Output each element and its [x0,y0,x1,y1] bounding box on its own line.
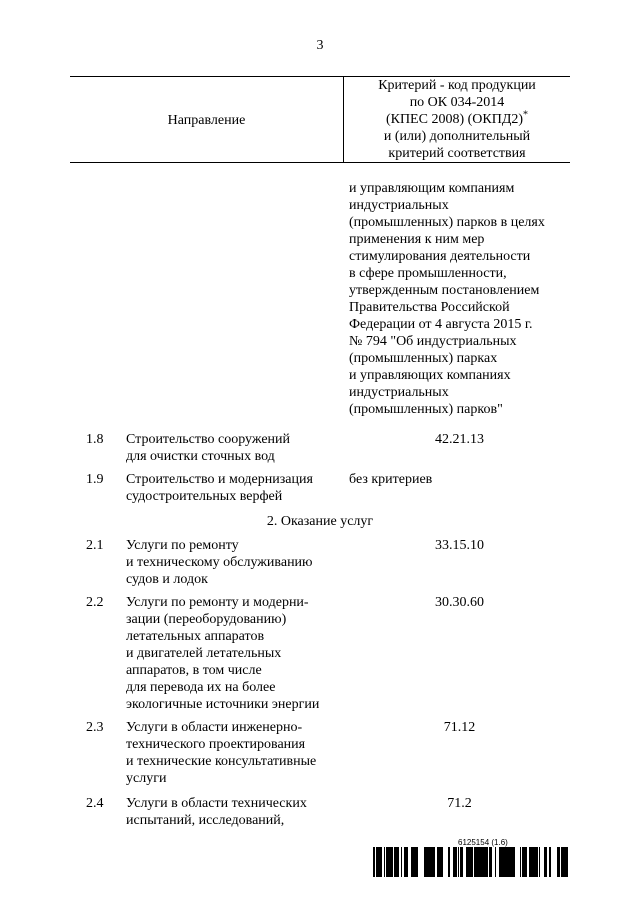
continuation-line: и управляющим компаниям [349,181,515,196]
continuation-line: (промышленных) парках [349,351,498,366]
row-criterion: 71.2 [447,796,472,811]
header-criterion-line: критерий соответствия [388,146,526,161]
row-criterion: 30.30.60 [435,595,484,610]
barcode [372,847,568,877]
header-criterion-line: по ОК 034-2014 [409,95,505,110]
header-criterion-line: (КПЕС 2008) (ОКПД2)* [385,109,529,127]
row-direction: Строительство сооружений для очистки сточных вод [126,432,291,464]
continuation-line: Федерации от 4 августа 2015 г. [349,317,533,332]
continuation-line: стимулирования деятельности [349,249,531,264]
continuation-line: индустриальных [349,385,449,400]
row-number: 2.1 [86,538,104,553]
continuation-line: (промышленных) парков" [349,402,503,417]
footnote-asterisk: * [523,109,529,121]
continuation-line: в сфере промышленности, [349,266,507,281]
continuation-line: и управляющих компаниях [349,368,511,383]
header-criterion-line: и (или) дополнительный [383,129,531,144]
row-criterion: без критериев [349,472,433,487]
row-direction: Строительство и модернизация судостроительных верфей [126,472,313,504]
row-number: 2.2 [86,595,104,610]
continuation-line: (промышленных) парков в целях [349,215,545,230]
continuation-line: применения к ним мер [349,232,485,247]
row-direction: Услуги по ремонту и модерни- зации (переоборудованию) летательных аппаратов и двигателей летательных аппаратов, в том числе для перевода их на более экологичные источники энергии [126,595,320,712]
row-number: 2.3 [86,720,104,735]
continuation-line: Правительства Российской [349,300,510,315]
continuation-criterion [349,180,574,418]
row-direction: Услуги по ремонту и техническому обслуживанию судов и лодок [126,538,313,587]
continuation-line: индустриальных [349,198,449,213]
header-criterion [344,77,570,162]
header-bottom-rule [70,162,570,163]
barcode-label: 6125154 (1.6) [458,838,508,847]
row-criterion: 33.15.10 [435,538,484,553]
row-number: 1.8 [86,432,104,447]
header-direction: Направление [167,113,246,128]
row-direction: Услуги в области инженерно- технического проектирования и технические консультативные услуги [126,720,317,786]
continuation-line: № 794 "Об индустриальных [349,334,517,349]
continuation-line: утвержденным постановлением [349,283,540,298]
header-criterion-line: Критерий - код продукции [378,78,536,93]
row-criterion: 71.12 [443,720,476,735]
section-heading: 2. Оказание услуг [266,514,374,529]
row-number: 1.9 [86,472,104,487]
page-number: 3 [316,38,324,53]
row-number: 2.4 [86,796,104,811]
row-criterion: 42.21.13 [435,432,484,447]
row-direction: Услуги в области технических испытаний, исследований, [126,796,307,828]
